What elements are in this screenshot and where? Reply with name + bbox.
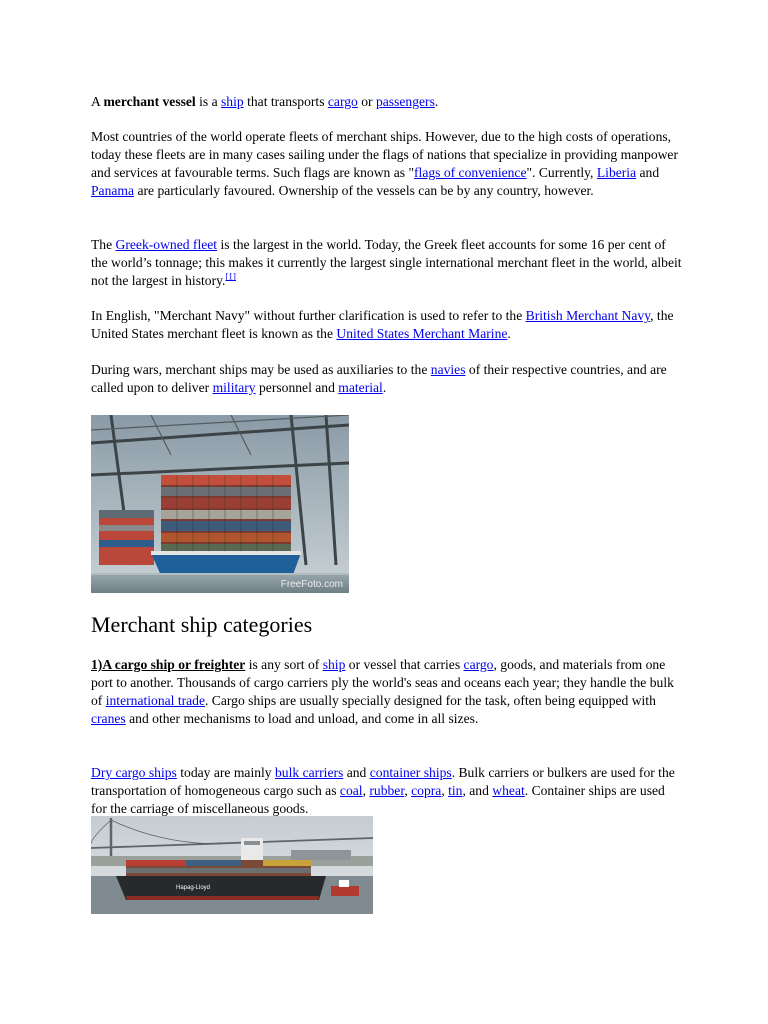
text: . bbox=[507, 326, 511, 341]
photo-watermark: FreeFoto.com bbox=[280, 579, 343, 590]
section-heading: Merchant ship categories bbox=[91, 612, 313, 637]
link-copra[interactable]: copra bbox=[411, 783, 442, 798]
text: , bbox=[362, 783, 370, 798]
link-cargo[interactable]: cargo bbox=[327, 94, 358, 109]
text: . Cargo ships are usually specially designed for the task, often being equipped with bbox=[205, 693, 656, 708]
link-passengers[interactable]: passengers bbox=[375, 94, 435, 109]
text: In English, "Merchant Navy" without further clarification is used to refer to the bbox=[91, 308, 526, 323]
link-cranes[interactable]: cranes bbox=[91, 711, 126, 726]
text: Most countries of the world operate fleets of merchant ships. However, due to the high costs of operations, today these fleets are in many cases sailing under the flags of nations that specialize in providing manpower and services at favourable terms. Such flags are known as " bbox=[91, 129, 678, 180]
text: ". Currently, bbox=[526, 165, 597, 180]
text: is any sort of bbox=[245, 657, 323, 672]
text: today are mainly bbox=[176, 765, 275, 780]
text: . Bulk carriers or bulkers are used for the transportation of homogeneous cargo such as bbox=[91, 765, 675, 798]
link-liberia[interactable]: Liberia bbox=[596, 165, 637, 180]
link-rubber[interactable]: rubber bbox=[369, 783, 405, 798]
text: or vessel that carries bbox=[345, 657, 464, 672]
link-flags-of-convenience[interactable]: flags of convenience bbox=[414, 165, 527, 180]
text: . Container ships are used for the carriage of miscellaneous goods. bbox=[91, 783, 665, 816]
link-bulk-carriers[interactable]: bulk carriers bbox=[275, 765, 344, 780]
text: A bbox=[91, 94, 104, 109]
link-british-merchant-navy[interactable]: British Merchant Navy bbox=[525, 308, 651, 323]
intro-paragraph bbox=[91, 93, 683, 111]
text: . bbox=[382, 380, 387, 395]
merchant-navy-paragraph bbox=[91, 307, 683, 343]
container-ship-river-illustration bbox=[91, 816, 373, 914]
link-container-ships[interactable]: container ships bbox=[369, 765, 452, 780]
link-greek-owned-fleet[interactable]: Greek-owned fleet bbox=[115, 237, 218, 252]
text: , bbox=[441, 783, 449, 798]
text: or bbox=[357, 94, 376, 109]
container-ship-illustration bbox=[91, 415, 349, 593]
text: . bbox=[434, 94, 439, 109]
text: is the largest in the world. Today, the Greek fleet accounts for some 16 per cent of the world’s tonnage; this makes it currently the largest single international merchant fleet in the world, albeit not the largest in history. bbox=[91, 237, 682, 288]
link-cargo[interactable]: cargo bbox=[463, 657, 494, 672]
link-panama[interactable]: Panama bbox=[91, 183, 135, 198]
link-reference-1[interactable]: [1] bbox=[225, 271, 236, 282]
link-united-states-merchant-marine[interactable]: United States Merchant Marine bbox=[336, 326, 508, 341]
text: The bbox=[91, 237, 116, 252]
greek-fleet-paragraph bbox=[91, 236, 683, 290]
text: , and bbox=[462, 783, 493, 798]
text: During wars, merchant ships may be used as auxiliaries to the bbox=[91, 362, 431, 377]
link-ship[interactable]: ship bbox=[322, 657, 346, 672]
container-ship-river-photo bbox=[91, 816, 373, 914]
link-dry-cargo-ships[interactable]: Dry cargo ships bbox=[91, 765, 177, 780]
text: , bbox=[404, 783, 412, 798]
link-international-trade[interactable]: international trade bbox=[105, 693, 205, 708]
text: are particularly favoured. Ownership of the vessels can be by any country, however. bbox=[134, 183, 594, 198]
text: , the United States merchant fleet is known as the bbox=[91, 308, 674, 341]
wars-paragraph bbox=[91, 361, 683, 397]
link-coal[interactable]: coal bbox=[339, 783, 363, 798]
text: , goods, and materials from one port to another. Thousands of cargo carriers ply the world's seas and oceans each year; they handle the bulk of bbox=[91, 657, 674, 708]
cargo-ship-paragraph bbox=[91, 656, 683, 728]
link-military[interactable]: military bbox=[212, 380, 256, 395]
hull-lettering: Hapag-Lloyd bbox=[176, 885, 211, 891]
link-tin[interactable]: tin bbox=[448, 783, 463, 798]
flags-paragraph bbox=[91, 128, 683, 200]
text: of their respective countries, and are called upon to deliver bbox=[91, 362, 667, 395]
text: that transports bbox=[243, 94, 328, 109]
link-ship[interactable]: ship bbox=[221, 94, 244, 109]
dry-cargo-paragraph bbox=[91, 764, 683, 818]
text: personnel and bbox=[255, 380, 339, 395]
container-ship-photo bbox=[91, 415, 349, 593]
text: and bbox=[636, 165, 660, 180]
term-merchant-vessel: merchant vessel bbox=[103, 94, 196, 109]
text: and bbox=[343, 765, 370, 780]
link-material[interactable]: material bbox=[338, 380, 383, 395]
term-cargo-ship: 1)A cargo ship or freighter bbox=[91, 657, 246, 672]
text: and other mechanisms to load and unload, and come in all sizes. bbox=[125, 711, 479, 726]
link-navies[interactable]: navies bbox=[430, 362, 466, 377]
text: is a bbox=[195, 94, 222, 109]
link-wheat[interactable]: wheat bbox=[492, 783, 525, 798]
